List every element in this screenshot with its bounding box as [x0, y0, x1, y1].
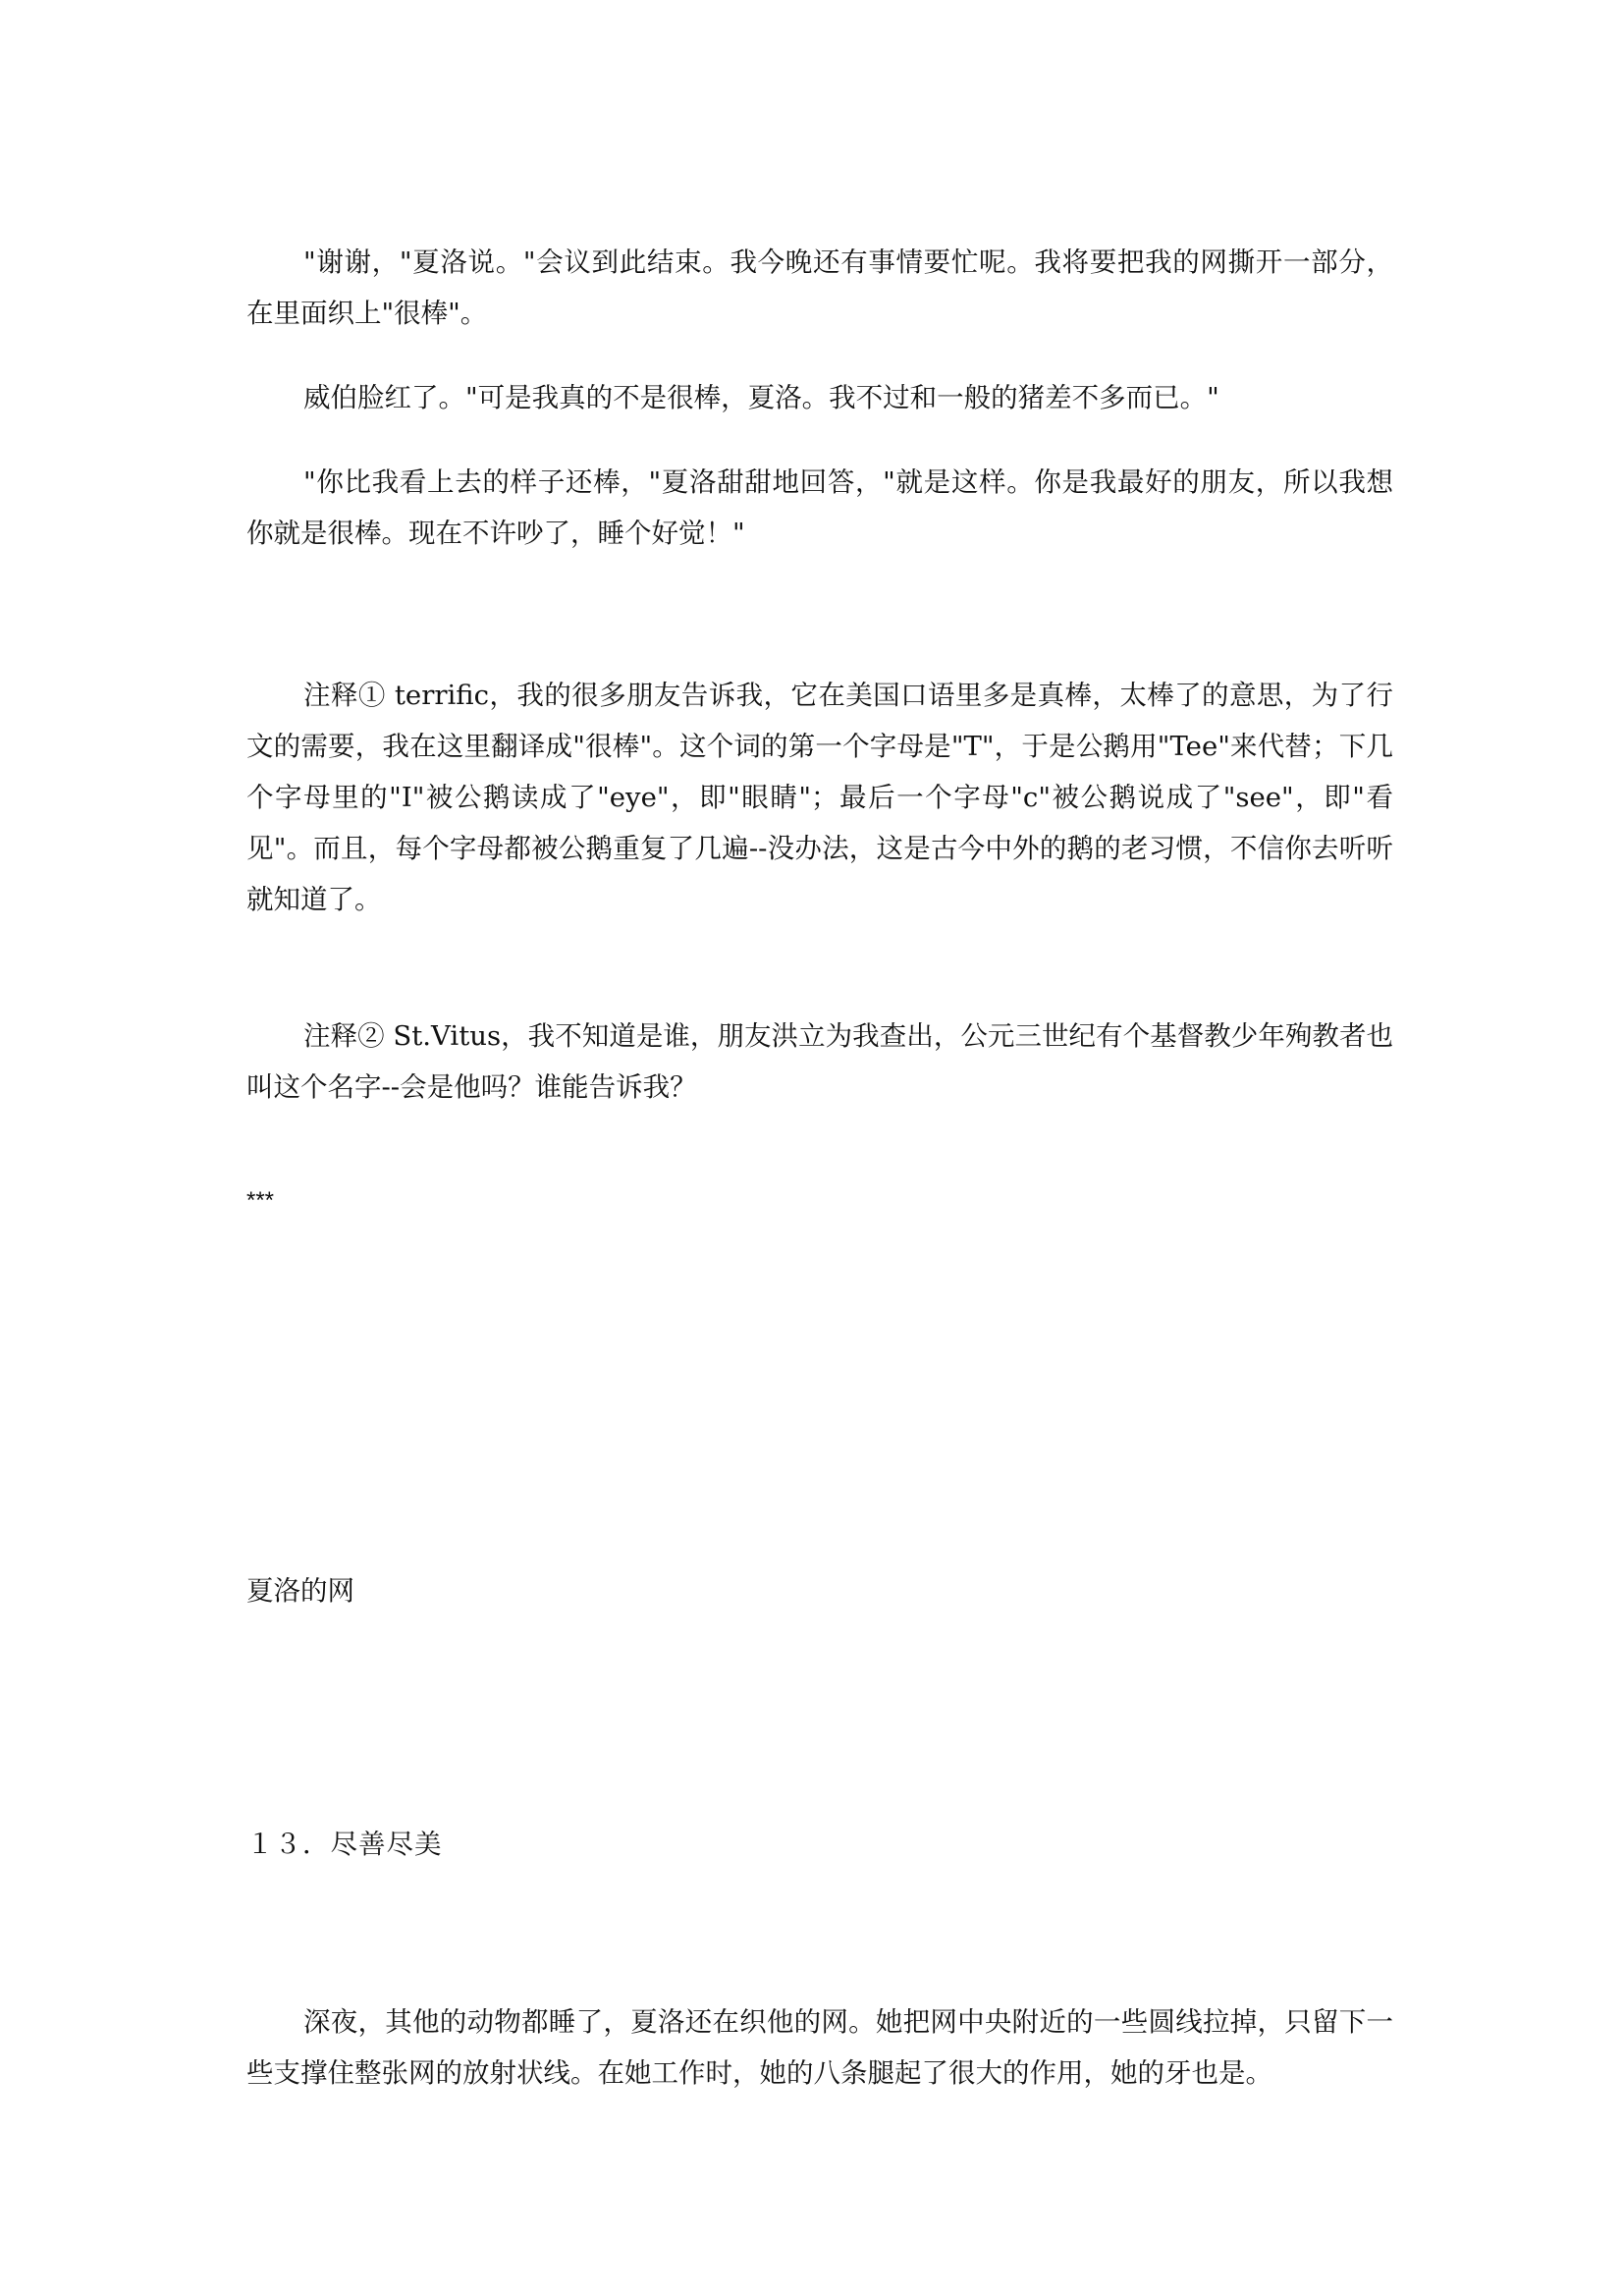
- footnote-2: 注释② St.Vitus，我不知道是谁，朋友洪立为我查出，公元三世纪有个基督教少年殉教者也叫这个名字--会是他吗？谁能告诉我？: [246, 1020, 1393, 1103]
- chapter-paragraph: 深夜，其他的动物都睡了，夏洛还在织他的网。她把网中央附近的一些圆线拉掉，只留下一些支撑住整张网的放射状线。在她工作时，她的八条腿起了很大的作用，她的牙也是。: [246, 2006, 1393, 2089]
- footnote-1: 注释① terrific，我的很多朋友告诉我，它在美国口语里多是真棒，太棒了的意思，为了行文的需要，我在这里翻译成"很棒"。这个词的第一个字母是"T"，于是公鹅用"Tee"来代替；下几个字母里的"I"被公鹅读成了"eye"，即"眼睛"；最后一个字母"c"被公鹅说成了"see"，即"看见"。而且，每个字母都被公鹅重复了几遍--没办法，这是古今中外的鹅的老习惯，不信你去听听就知道了。: [246, 680, 1393, 915]
- dialogue-paragraph: 威伯脸红了。"可是我真的不是很棒，夏洛。我不过和一般的猪差不多而已。": [303, 382, 1219, 413]
- book-title: 夏洛的网: [246, 1575, 354, 1607]
- section-separator: ***: [246, 1187, 275, 1214]
- dialogue-paragraph: "谢谢，"夏洛说。"会议到此结束。我今晚还有事情要忙呢。我将要把我的网撕开一部分，在里面织上"很棒"。: [246, 246, 1393, 329]
- chapter-heading: １３．尽善尽美: [246, 1829, 443, 1860]
- dialogue-paragraph: "你比我看上去的样子还棒，"夏洛甜甜地回答，"就是这样。你是我最好的朋友，所以我想你就是很棒。现在不许吵了，睡个好觉！": [246, 466, 1393, 549]
